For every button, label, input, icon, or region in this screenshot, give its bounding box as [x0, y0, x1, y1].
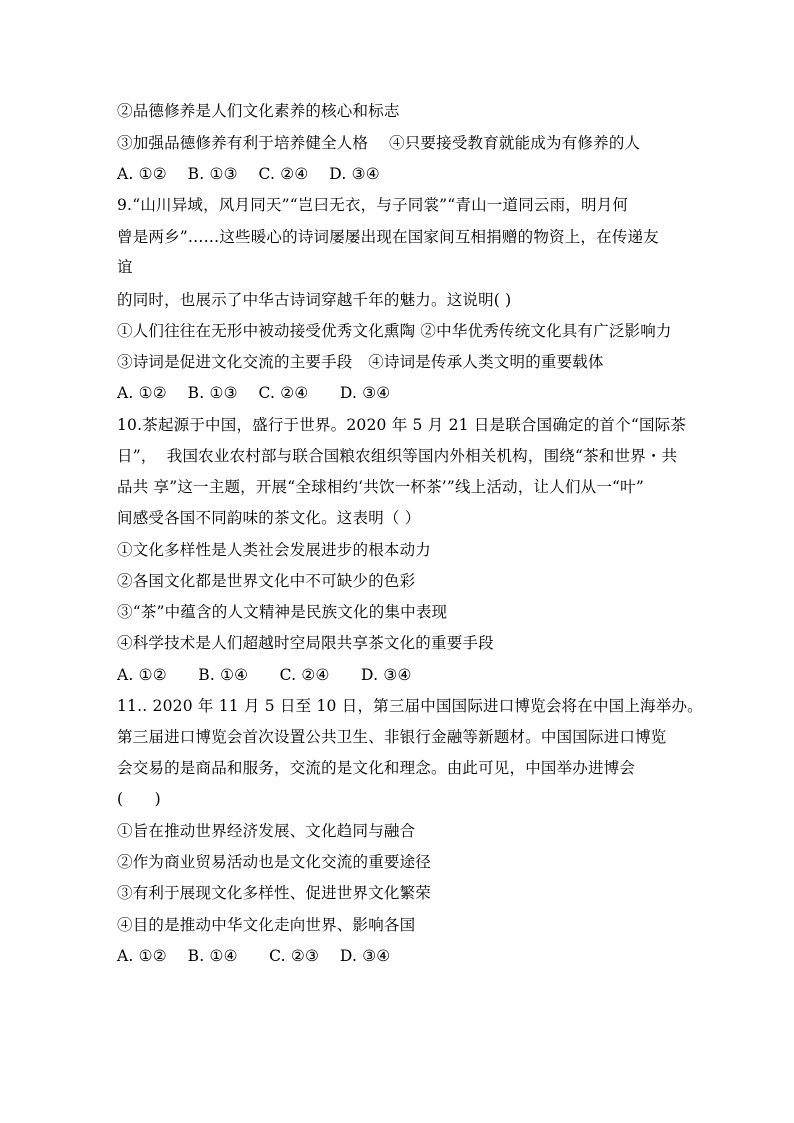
question-10-stem: 10.茶起源于中国，盛行于世界。2020 年 5 月 21 日是联合国确定的首个“国际茶 [117, 416, 687, 434]
answer-options-q11: A. ①② B. ①④ C. ②③ D. ③④ [117, 947, 391, 965]
text-line: ( ) [117, 790, 161, 808]
text-line: 品共 享”这一主题，开展“全球相约‘共饮一杯茶’”线上活动，让人们从一“叶” [117, 478, 645, 496]
text-line: 会交易的是商品和服务，交流的是文化和理念。由此可见，中国举办进博会 [117, 759, 636, 777]
text-line: ①文化多样性是人类社会发展进步的根本动力 [117, 541, 432, 559]
text-line: 的同时，也展示了中华古诗词穿越千年的魅力。这说明( ) [117, 291, 512, 309]
text-line: 日”， 我国农业农村部与联合国粮农组织等国内外相关机构，围绕“茶和世界・共 [117, 447, 678, 465]
question-11-stem: 11.. 2020 年 11 月 5 日至 10 日，第三届中国国际进口博览会将在中国上海举办。 [117, 697, 703, 715]
text-line: ③诗词是促进文化交流的主要手段 ④诗词是传承人类文明的重要载体 [117, 353, 604, 371]
text-line: ①旨在推动世界经济发展、文化趋同与融合 [117, 822, 416, 840]
answer-options-q10: A. ①② B. ①④ C. ②④ D. ③④ [117, 666, 412, 684]
answer-options-q8: A. ①② B. ①③ C. ②④ D. ③④ [117, 165, 380, 183]
text-line: ③有利于展现文化多样性、促进世界文化繁荣 [117, 884, 432, 902]
text-line: ③加强品德修养有利于培养健全人格 ④只要接受教育就能成为有修养的人 [117, 134, 641, 152]
text-line: ④目的是推动中华文化走向世界、影响各国 [117, 916, 416, 934]
text-line: 曾是两乡”……这些暖心的诗词屡屡出现在国家间互相捐赠的物资上，在传递友 [117, 228, 659, 246]
answer-options-q9: A. ①② B. ①③ C. ②④ D. ③④ [117, 384, 391, 402]
text-line: ②品德修养是人们文化素养的核心和标志 [117, 102, 400, 120]
text-line: ③“茶”中蕴含的人文精神是民族文化的集中表现 [117, 603, 448, 621]
text-line: 第三届进口博览会首次设置公共卫生、非银行金融等新题材。中国国际进口博览 [117, 728, 667, 746]
text-line: 间感受各国不同韵味的茶文化。这表明（ ） [117, 509, 421, 527]
text-line: ①人们往往在无形中被动接受优秀文化熏陶 ②中华优秀传统文化具有广泛影响力 [117, 322, 672, 340]
text-line: 谊 [117, 258, 133, 276]
question-9-stem: 9.“山川异域，风月同天”“岂曰无衣，与子同裳”“青山一道同云雨，明月何 [117, 196, 629, 214]
text-line: ②作为商业贸易活动也是文化交流的重要途径 [117, 853, 432, 871]
text-line: ②各国文化都是世界文化中不可缺少的色彩 [117, 572, 416, 590]
text-line: ④科学技术是人们超越时空局限共享茶文化的重要手段 [117, 634, 494, 652]
